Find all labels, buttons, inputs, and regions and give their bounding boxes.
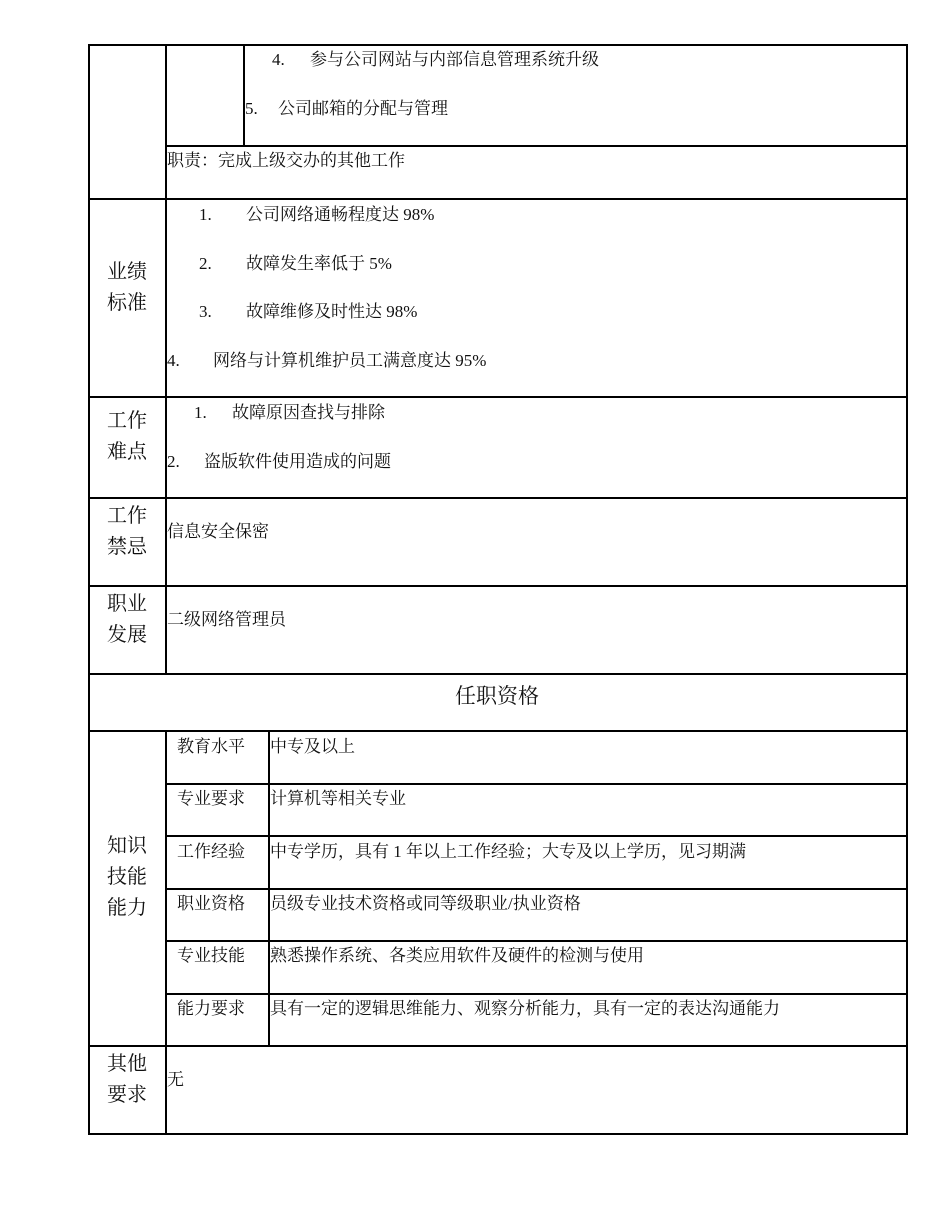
performance-item-1-number: 1. xyxy=(199,205,212,224)
difficulty-item-1-text: 故障原因查找与排除 xyxy=(232,403,385,422)
row-divider xyxy=(88,1045,907,1047)
table-border-bottom xyxy=(88,1133,907,1135)
performance-label: 业绩 标准 xyxy=(107,261,147,314)
performance-item-1-text: 公司网络通畅程度达 98% xyxy=(246,205,435,224)
row-divider xyxy=(88,673,907,675)
career-text: 二级网络管理员 xyxy=(167,610,286,629)
qualification-title: 任职资格 xyxy=(455,684,539,708)
row-divider xyxy=(88,585,907,587)
row-divider xyxy=(165,888,907,890)
skills-row-key: 教育水平 xyxy=(177,737,245,756)
duty-item-5-number: 5. xyxy=(245,99,258,118)
difficulty-item-2-text: 盗版软件使用造成的问题 xyxy=(204,452,391,471)
skills-row-value: 具有一定的逻辑思维能力、观察分析能力，具有一定的表达沟通能力 xyxy=(270,999,780,1018)
career-label: 职业 发展 xyxy=(107,593,147,646)
row-divider xyxy=(165,993,907,995)
skills-row-value: 计算机等相关专业 xyxy=(270,789,406,808)
skills-row-value: 员级专业技术资格或同等级职业/执业资格 xyxy=(270,894,581,913)
skills-row-value: 中专学历，具有 1 年以上工作经验；大专及以上学历，见习期满 xyxy=(270,842,746,861)
table-border-right xyxy=(906,44,908,1135)
row-divider xyxy=(88,730,907,732)
row-divider xyxy=(88,497,907,499)
performance-item-2-number: 2. xyxy=(199,254,212,273)
row-divider xyxy=(165,835,907,837)
performance-item-4-text: 网络与计算机维护员工满意度达 95% xyxy=(213,351,487,370)
performance-item-3-text: 故障维修及时性达 98% xyxy=(246,302,418,321)
performance-item-3-number: 3. xyxy=(199,302,212,321)
column-divider xyxy=(243,44,245,146)
skills-label: 知识 技能 能力 xyxy=(107,835,147,919)
duty-other-text: 职责：完成上级交办的其他工作 xyxy=(167,151,405,170)
row-divider xyxy=(165,783,907,785)
skills-row-key: 专业技能 xyxy=(177,946,245,965)
duty-item-5-text: 公司邮箱的分配与管理 xyxy=(278,99,448,118)
skills-row-key: 工作经验 xyxy=(177,842,245,861)
other-req-label: 其他 要求 xyxy=(107,1053,147,1106)
skills-row-value: 熟悉操作系统、各类应用软件及硬件的检测与使用 xyxy=(270,946,644,965)
skills-row-key: 专业要求 xyxy=(177,789,245,808)
taboos-text: 信息安全保密 xyxy=(167,522,269,541)
difficulty-item-1-number: 1. xyxy=(194,403,207,422)
row-divider xyxy=(88,198,907,200)
difficulties-label: 工作 难点 xyxy=(107,410,147,463)
skills-row-value: 中专及以上 xyxy=(270,737,355,756)
duty-item-4-text: 参与公司网站与内部信息管理系统升级 xyxy=(310,50,599,69)
row-divider xyxy=(88,396,907,398)
difficulty-item-2-number: 2. xyxy=(167,452,180,471)
performance-item-2-text: 故障发生率低于 5% xyxy=(246,254,392,273)
row-divider xyxy=(165,940,907,942)
table-border-top xyxy=(88,44,907,46)
skills-row-key: 职业资格 xyxy=(177,894,245,913)
skills-row-key: 能力要求 xyxy=(177,999,245,1018)
row-divider xyxy=(165,145,907,147)
duty-item-4-number: 4. xyxy=(272,50,285,69)
other-req-text: 无 xyxy=(167,1070,184,1089)
performance-item-4-number: 4. xyxy=(167,351,180,370)
taboos-label: 工作 禁忌 xyxy=(107,505,147,558)
